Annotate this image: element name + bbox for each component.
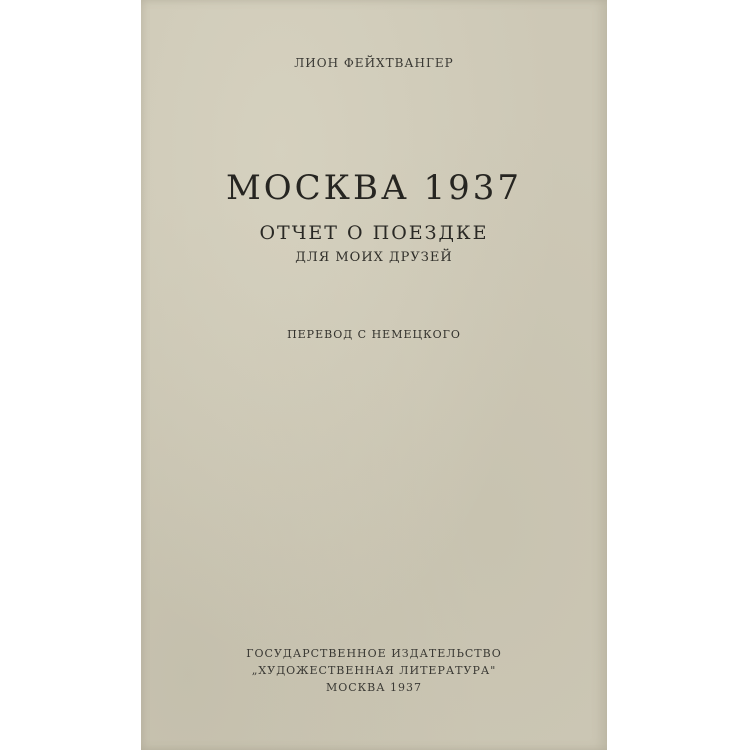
publication-place-year: МОСКВА 1937 [325,681,423,694]
publisher-imprint-name: „ХУДОЖЕСТВЕННАЯ ЛИТЕРАТУРА" [251,664,497,677]
book-subtitle: ОТЧЕТ О ПОЕЗДКЕ [259,222,489,244]
book-title: МОСКВА 1937 [225,168,523,208]
author-name: ЛИОН ФЕЙХТВАНГЕР [294,56,454,70]
publisher-name: ГОСУДАРСТВЕННОЕ ИЗДАТЕЛЬСТВО [246,647,502,660]
book-title-page [141,0,607,750]
translation-note: ПЕРЕВОД С НЕМЕЦКОГО [287,328,461,341]
book-subtitle-line2: ДЛЯ МОИХ ДРУЗЕЙ [295,250,453,265]
